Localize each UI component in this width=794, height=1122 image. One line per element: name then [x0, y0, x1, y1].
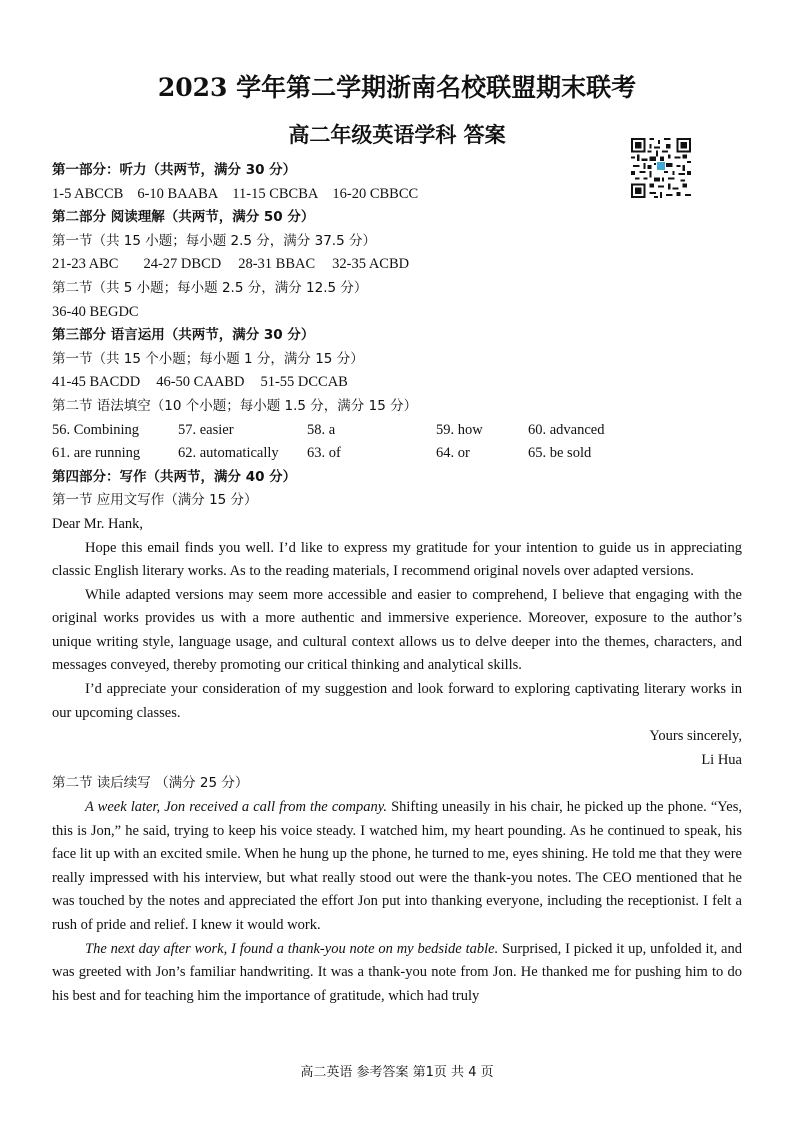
- part2-section1-answers: [52, 253, 742, 277]
- grammar-answer-row: [52, 442, 742, 466]
- part3-section1-heading: 第一节（共 15 个小题；每小题 1 分，满分 15 分）: [52, 350, 364, 367]
- answer-group: 21-23 ABC: [52, 256, 119, 273]
- letter-paragraph: While adapted versions may seem more accessible and easier to comprehend, I believe that engaging with the original works provides us with a more authentic and immersive experience. Moreover, exposure to the author’s unique writing style, language usage, and cultural context allows us to delve deeper into the themes, characters, and messages conveyed, thereby promoting our critical thinking and analytical skills.: [52, 586, 742, 674]
- page-subtitle: 高二年级英语学科 答案: [288, 122, 506, 147]
- grammar-answer-row: [52, 419, 742, 443]
- grammar-answer: 63. of: [307, 445, 341, 462]
- part3-section1-answers: [52, 371, 742, 395]
- grammar-answer: 59. how: [436, 421, 483, 438]
- page-title: 2023 学年第二学期浙南名校联盟期末联考: [157, 73, 637, 102]
- continuation-paragraph: [52, 938, 742, 1009]
- answer-group: 51-55 DCCAB: [260, 374, 348, 391]
- grammar-answer: 62. automatically: [178, 445, 279, 462]
- part4-heading: 第四部分：写作（共两节，满分 40 分）: [52, 468, 297, 485]
- letter-paragraph: I’d appreciate your consideration of my suggestion and look forward to exploring captivating literary works in our upcoming classes.: [52, 681, 742, 721]
- part2-section2-heading: 第二节（共 5 小题；每小题 2.5 分，满分 12.5 分）: [52, 279, 368, 296]
- part3-section2-heading: 第二节 语法填空（10 个小题；每小题 1.5 分，满分 15 分）: [52, 397, 418, 414]
- grammar-answer: 61. are running: [52, 445, 141, 462]
- continuation-paragraph: [52, 796, 742, 938]
- grammar-answer: 60. advanced: [528, 421, 605, 438]
- page-footer: 高二英语 参考答案 第1页 共 4 页: [300, 1065, 494, 1080]
- answer-group: 1-5 ABCCB: [52, 185, 124, 202]
- part2-section2-answers: 36-40 BEGDC: [52, 303, 139, 320]
- answer-group: 32-35 ACBD: [332, 256, 410, 273]
- letter-closing: Yours sincerely,: [649, 728, 742, 745]
- answer-group: 6-10 BAABA: [137, 185, 219, 202]
- part4-section2-heading: 第二节 读后续写 （满分 25 分）: [52, 775, 249, 792]
- part4-section1-heading: 第一节 应用文写作（满分 15 分）: [52, 492, 258, 509]
- answer-group: 41-45 BACDD: [52, 374, 141, 391]
- grammar-answer: 56. Combining: [52, 421, 140, 438]
- continuation-lead-sentence: The next day after work, I found a thank-you note on my bedside table.: [85, 940, 499, 957]
- answer-group: 46-50 CAABD: [156, 374, 245, 391]
- answer-content: [52, 159, 742, 1008]
- grammar-answer: 65. be sold: [528, 445, 592, 462]
- letter-paragraph: Hope this email finds you well. I’d like to express my gratitude for your intention to guide us in appreciating classic English literary works. As to the reading materials, I recommend original novels over adapted versions.: [52, 539, 742, 580]
- part2-section1-heading: 第一节（共 15 小题；每小题 2.5 分，满分 37.5 分）: [52, 232, 376, 249]
- grammar-answer: 57. easier: [178, 421, 234, 438]
- part3-heading: 第三部分 语言运用（共两节，满分 30 分）: [52, 327, 315, 344]
- answer-group: 16-20 CBBCC: [332, 185, 419, 202]
- continuation-text: Surprised, I picked it up, unfolded it, and was greeted with Jon’s familiar handwriting. It was a thank-you note from Jon. He thanked me for pushing him to do his best and for teaching him the importance of gratitude, which had truly: [52, 940, 742, 1004]
- continuation-text: Shifting uneasily in his chair, he picked up the phone. “Yes, this is Jon,” he said, trying to keep his voice steady. I watched him, my heart pounding. As he continued to speak, his face lit up with an excited smile. When he hung up the phone, he turned to me, eyes shining. He told me that they were really impressed with his interview, but what really stood out were the thank-you notes. The CEO mentioned that he was touched by the notes and appreciated the effort Jon put into thanking everyone, including the receptionist. I felt a rush of pride and relief. I knew it would work.: [52, 799, 742, 933]
- grammar-answer: 58. a: [307, 421, 336, 438]
- answer-group: 28-31 BBAC: [238, 256, 316, 273]
- continuation-lead-sentence: A week later, Jon received a call from the company.: [85, 799, 387, 816]
- letter-signature: Li Hua: [701, 751, 742, 768]
- part1-heading: 第一部分：听力（共两节，满分 30 分）: [52, 162, 297, 178]
- grammar-answer: 64. or: [436, 445, 470, 462]
- answer-group: 11-15 CBCBA: [232, 185, 319, 202]
- part1-answers: [52, 183, 742, 207]
- answer-group: 24-27 DBCD: [143, 256, 222, 273]
- part2-heading: 第二部分 阅读理解（共两节，满分 50 分）: [52, 209, 315, 226]
- letter-greeting: Dear Mr. Hank,: [52, 515, 144, 532]
